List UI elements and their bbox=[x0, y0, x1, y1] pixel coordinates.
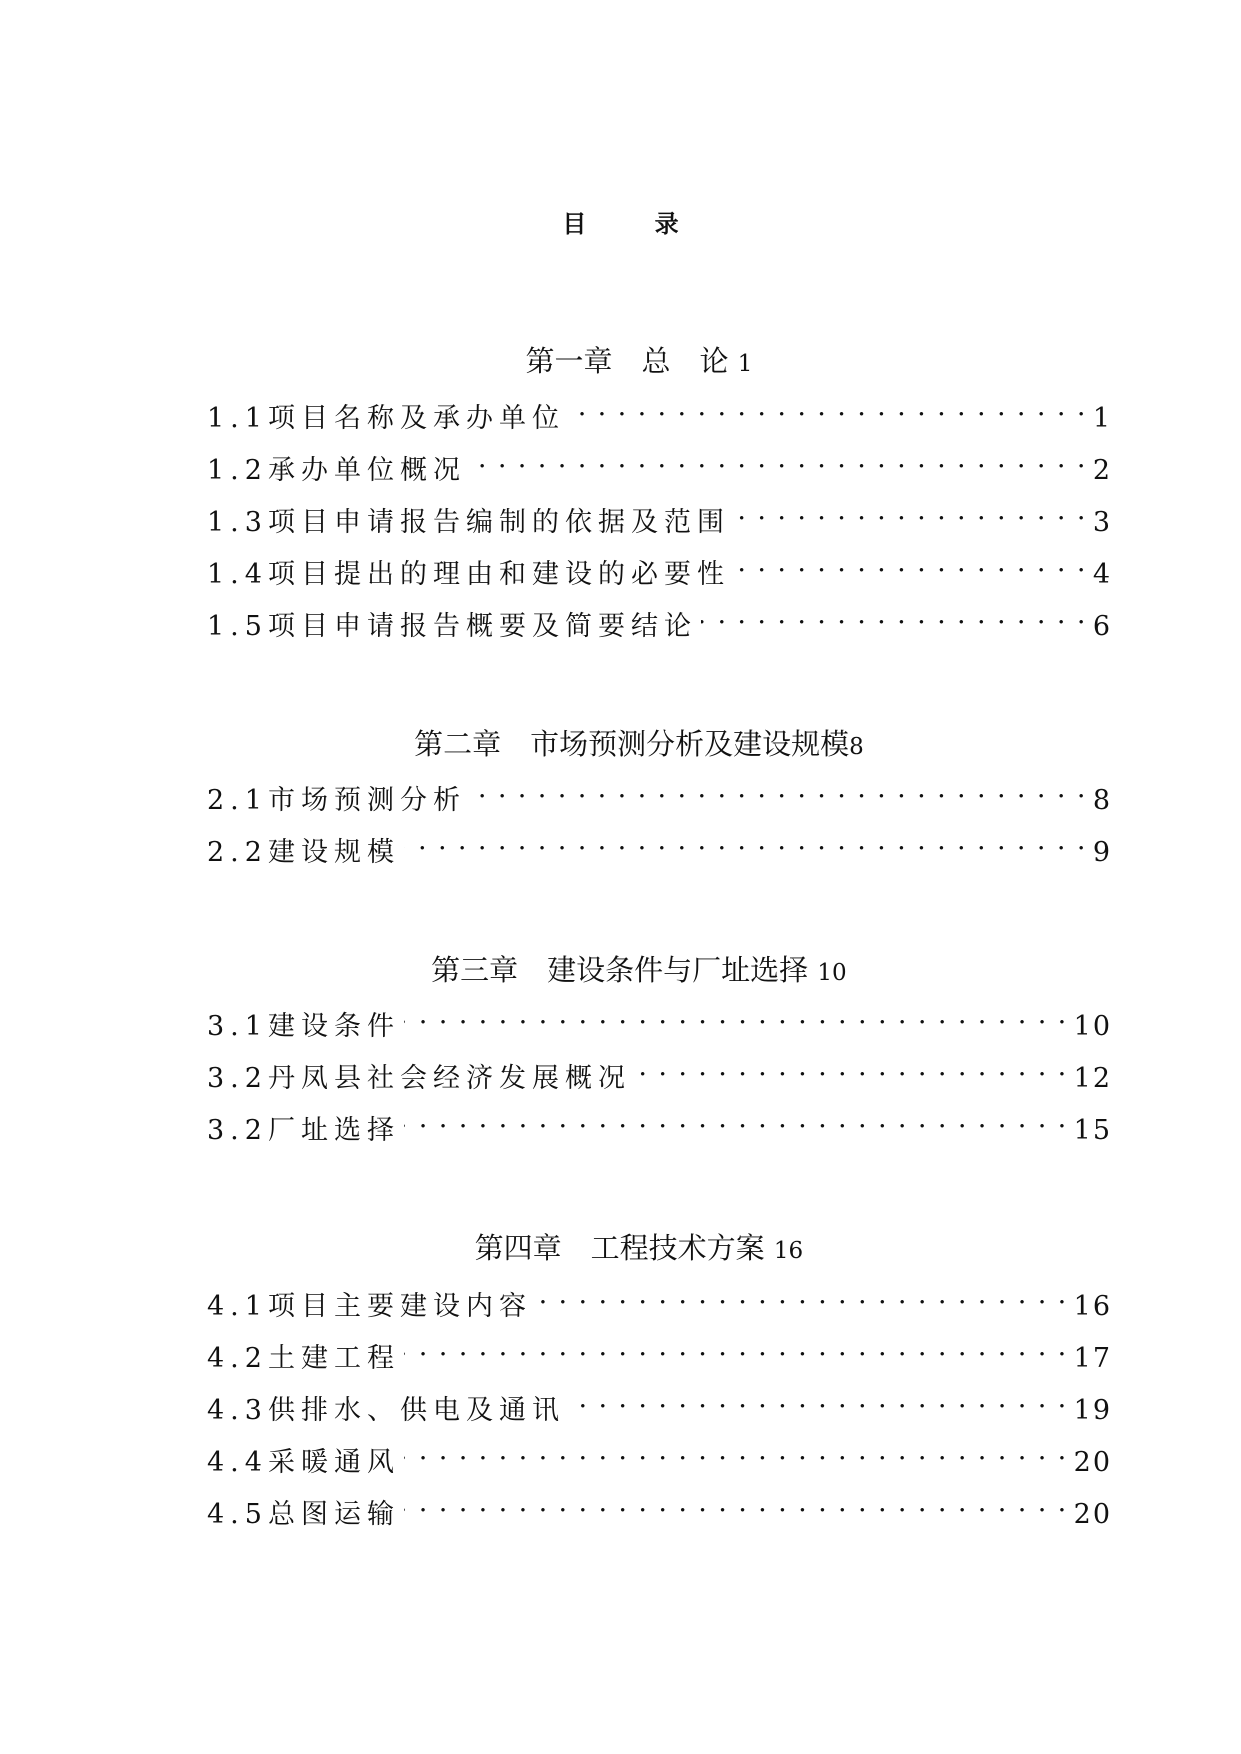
entry-number: 4.3 bbox=[207, 1395, 268, 1426]
chapter-title: 第二章 市场预测分析及建设规模 bbox=[414, 727, 850, 761]
toc-entry-3-3[interactable] bbox=[207, 1099, 1112, 1146]
entry-number: 1.2 bbox=[207, 455, 268, 486]
chapter-page-number: 1 bbox=[737, 351, 753, 377]
entry-number: 4.2 bbox=[207, 1343, 268, 1374]
entry-number: 1.4 bbox=[207, 559, 268, 590]
entry-label: 建设条件 bbox=[267, 1011, 400, 1042]
toc-entry-1-4[interactable] bbox=[207, 543, 1112, 590]
entry-label: 项目名称及承办单位 bbox=[267, 403, 565, 434]
toc-entry-4-1[interactable] bbox=[207, 1275, 1112, 1322]
entry-label: 项目申请报告概要及简要结论 bbox=[267, 611, 697, 642]
chapter-page-number: 8 bbox=[849, 734, 864, 760]
dot-leader bbox=[569, 1379, 1068, 1419]
toc-title: 目 录 bbox=[562, 210, 709, 238]
dot-leader bbox=[734, 543, 1087, 583]
entry-number: 4.1 bbox=[207, 1291, 268, 1322]
entry-page-number: 6 bbox=[1092, 611, 1112, 642]
entry-label: 土建工程 bbox=[267, 1343, 400, 1374]
entry-number: 2.2 bbox=[207, 837, 268, 868]
dot-leader bbox=[635, 1047, 1068, 1087]
entry-number: 4.4 bbox=[207, 1447, 268, 1478]
toc-entry-4-4[interactable] bbox=[207, 1431, 1112, 1478]
dot-leader bbox=[404, 995, 1068, 1035]
entry-label: 市场预测分析 bbox=[267, 785, 466, 816]
chapter-title: 第一章 总 论 bbox=[525, 344, 729, 378]
dot-leader bbox=[536, 1275, 1068, 1315]
dot-leader bbox=[404, 1327, 1068, 1367]
dot-leader bbox=[404, 1099, 1068, 1139]
entry-number: 1.5 bbox=[207, 611, 268, 642]
entry-number: 1.3 bbox=[207, 507, 268, 538]
toc-entry-2-1[interactable] bbox=[207, 769, 1112, 816]
chapter-heading-2[interactable] bbox=[0, 678, 1241, 761]
chapter-heading-4[interactable] bbox=[0, 1182, 1241, 1265]
entry-number: 3.2 bbox=[207, 1063, 268, 1094]
entry-number: 2.1 bbox=[207, 785, 268, 816]
dot-leader bbox=[404, 821, 1087, 861]
toc-entry-3-1[interactable] bbox=[207, 995, 1112, 1042]
toc-entry-1-3[interactable] bbox=[207, 491, 1112, 538]
entry-label: 项目申请报告编制的依据及范围 bbox=[267, 507, 730, 538]
chapter-page-number: 10 bbox=[817, 960, 847, 986]
entry-label: 供排水、供电及通讯 bbox=[267, 1395, 565, 1426]
chapter-title: 第四章 工程技术方案 bbox=[474, 1231, 765, 1265]
entry-page-number: 12 bbox=[1073, 1063, 1112, 1094]
entry-page-number: 20 bbox=[1073, 1447, 1112, 1478]
toc-entry-2-2[interactable] bbox=[207, 821, 1112, 868]
entry-page-number: 17 bbox=[1073, 1343, 1112, 1374]
dot-leader bbox=[404, 1431, 1068, 1471]
entry-label: 厂址选择 bbox=[267, 1115, 400, 1146]
entry-page-number: 19 bbox=[1073, 1395, 1112, 1426]
chapter-heading-3[interactable] bbox=[0, 904, 1241, 987]
entry-number: 3.2 bbox=[207, 1115, 268, 1146]
toc-entry-3-2[interactable] bbox=[207, 1047, 1112, 1094]
entry-label: 采暖通风 bbox=[267, 1447, 400, 1478]
entry-number: 3.1 bbox=[207, 1011, 268, 1042]
chapter-heading-1[interactable] bbox=[0, 295, 1241, 378]
chapter-title: 第三章 建设条件与厂址选择 bbox=[431, 953, 809, 987]
toc-entry-1-2[interactable] bbox=[207, 439, 1112, 486]
entry-number: 1.1 bbox=[207, 403, 268, 434]
entry-label: 总图运输 bbox=[267, 1499, 400, 1530]
entry-page-number: 20 bbox=[1073, 1499, 1112, 1530]
toc-entry-1-5[interactable] bbox=[207, 595, 1112, 642]
dot-leader bbox=[404, 1483, 1068, 1523]
toc-entry-4-5[interactable] bbox=[207, 1483, 1112, 1530]
dot-leader bbox=[569, 387, 1087, 427]
entry-page-number: 2 bbox=[1092, 455, 1112, 486]
entry-label: 承办单位概况 bbox=[267, 455, 466, 486]
entry-page-number: 10 bbox=[1073, 1011, 1112, 1042]
dot-leader bbox=[470, 439, 1087, 479]
entry-page-number: 1 bbox=[1092, 403, 1112, 434]
entry-label: 丹凤县社会经济发展概况 bbox=[267, 1063, 631, 1094]
dot-leader bbox=[470, 769, 1087, 809]
dot-leader bbox=[734, 491, 1087, 531]
toc-entry-4-2[interactable] bbox=[207, 1327, 1112, 1374]
toc-entry-4-3[interactable] bbox=[207, 1379, 1112, 1426]
entry-label: 项目提出的理由和建设的必要性 bbox=[267, 559, 730, 590]
entry-page-number: 9 bbox=[1092, 837, 1112, 868]
chapter-page-number: 16 bbox=[773, 1238, 804, 1264]
entry-page-number: 4 bbox=[1092, 559, 1112, 590]
entry-page-number: 16 bbox=[1073, 1291, 1112, 1322]
entry-page-number: 8 bbox=[1092, 785, 1112, 816]
entry-number: 4.5 bbox=[207, 1499, 268, 1530]
entry-page-number: 3 bbox=[1092, 507, 1112, 538]
toc-entry-1-1[interactable] bbox=[207, 387, 1112, 434]
entry-label: 建设规模 bbox=[267, 837, 400, 868]
entry-page-number: 15 bbox=[1073, 1115, 1112, 1146]
dot-leader bbox=[701, 595, 1087, 635]
entry-label: 项目主要建设内容 bbox=[267, 1291, 532, 1322]
